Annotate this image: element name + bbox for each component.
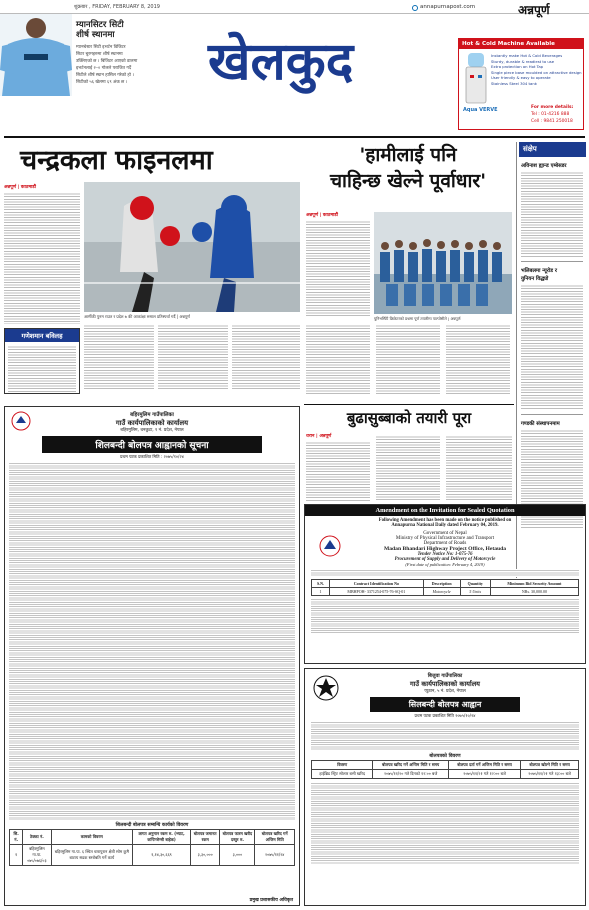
ad-more-details: For more details: xyxy=(531,105,574,110)
notice2-org1: बिजुवा गाउँपालिका xyxy=(427,673,463,679)
story2-headline-1: 'हामीलाई पनि xyxy=(359,144,457,166)
sidebar-item1-title: अविनाश ह्यान्ड एम्बेसडर xyxy=(521,163,567,169)
table-row xyxy=(312,588,579,596)
ad-bullet: Sturdy, durable & readiest to use xyxy=(491,58,555,64)
table-cell: १,१४,३०,६६९ xyxy=(133,845,191,866)
table-header: Minimum Bid Security Amount xyxy=(490,580,578,588)
amendment-notice xyxy=(304,504,586,664)
notice2-published: प्रथम पटक प्रकाशित मिति २०७५/१०/२४ xyxy=(414,713,476,718)
table-cell: २०७५/११/२० गते दिनको १२:०० बजे xyxy=(373,770,449,779)
story-chandrakala xyxy=(4,142,300,404)
notice1-org1: बहिरमुलिम गाउँपालिका xyxy=(130,412,174,418)
table-cell: NRs. 30,000.00 xyxy=(490,588,578,596)
notice-bijuwa xyxy=(304,668,586,906)
nepal-emblem-icon xyxy=(11,411,31,431)
amendment-gov2: Ministry of Physical Infrastructure and Transport xyxy=(395,536,495,541)
amendment-table xyxy=(311,579,579,596)
amendment-tender: Tender Notice No: 1-075-76 xyxy=(417,552,473,557)
story1-text-col2 xyxy=(84,324,154,390)
table-row xyxy=(10,845,295,866)
table-cell: १ xyxy=(10,845,23,866)
ad-bullet: Stainless Steel 304 tank xyxy=(491,80,537,86)
table-cell: २०७५/११/२१ गते १२:०० बजे xyxy=(448,770,520,779)
story1-photo-caption: आर्मीकी पुनम राउत र प्रदेश ७ की आकांक्षा रुसाल प्रतिस्पर्धा गर्दै | अन्नपूर्ण xyxy=(84,314,190,319)
story2-text-col2 xyxy=(306,324,370,396)
table-cell: २०७५/११/२१ गते १३:०० बजे xyxy=(521,770,579,779)
table-cell: Motorcycle xyxy=(423,588,460,596)
notice2-conditions xyxy=(311,782,579,864)
table-header: कामको विवरण xyxy=(51,830,133,845)
boxing-photo xyxy=(84,182,300,312)
story2-text-col1 xyxy=(306,220,370,316)
notice2-title: सिलबन्दी बोलपत्र आह्वान xyxy=(370,697,520,712)
amendment-subtitle2: Annapurna National Daily dated February 04, 2019. xyxy=(391,523,499,528)
amendment-para2 xyxy=(311,598,579,634)
table-header: विवरण xyxy=(312,761,373,770)
ad-bullet: Instantly make Hot & Cold Beverages xyxy=(491,53,563,58)
sidebar-item2-title: भलिबलमा न्यूरोड र युनियन विद्ध्यो xyxy=(521,268,557,282)
table-header: बोलपत्र खोल्ने मिति र समय xyxy=(521,761,579,770)
story2-headline-2: चाहिन्छ खेल्ने पूर्वाधार' xyxy=(329,170,487,192)
notice1-signature: प्रमुख प्रशासकीय अधिकृत xyxy=(249,898,293,903)
story3-text-col2 xyxy=(376,435,440,501)
sidebar-item3-title: गण्डकी संस्थापनमाम xyxy=(521,421,560,427)
water-dispenser-icon xyxy=(463,53,489,105)
site-url[interactable]: annapurnapost.com xyxy=(420,4,476,10)
table-header: बोलपत्र फारम खरीद दस्तुर रु. xyxy=(220,830,255,845)
table-header: Description xyxy=(423,580,460,588)
story3-text-col3 xyxy=(446,435,512,501)
amendment-gov3: Department of Roads xyxy=(423,541,467,546)
ad-logo: Aqua VERVE xyxy=(463,107,498,113)
amendment-subtitle1: Following Amendment has been made on the notice published on xyxy=(378,518,512,523)
hot-cold-ad xyxy=(458,38,584,130)
notice1-body xyxy=(9,462,295,820)
sidebar-item2-text xyxy=(521,284,583,410)
teaser-text: म्यानचेस्टर सिटी इभर्टन विजिटर सिटर चुरमहरुमा शीर्ष स्थानमा उक्लिएको छ । बिजिटर आएको डालमा इभर्टनलाई २–० गोलले पराजित गर्दै सिटीले शीर्ष स्थान हासिल गरेको हो । सिटीको ५६ खेलमा ६९ अंक छ । xyxy=(76,45,138,85)
ad-cell: Cell : 9841 250018 xyxy=(531,119,573,124)
nepal-emblem-icon xyxy=(313,675,339,701)
table-header: ठेक्का नं. xyxy=(23,830,51,845)
story1-text-col1 xyxy=(4,192,80,324)
ad-title: Hot & Cold Machine Available xyxy=(459,39,583,49)
table-cell: ३,००० xyxy=(220,845,255,866)
story2-text-col4 xyxy=(446,324,510,396)
story1-headline: चन्द्रकला फाइनलमा xyxy=(20,145,213,176)
ad-bullet: Single piece base moulded on attractive design xyxy=(491,69,582,75)
section-title: खेलकुद xyxy=(208,32,354,92)
notice1-org2: गाउँ कार्यपालिकाको कार्यालय xyxy=(115,419,189,427)
amendment-procurement: Procurement of Supply and Delivery of Motorcycle xyxy=(394,557,496,562)
ad-tel: Tel : 01-4216 888 xyxy=(531,112,570,117)
amendment-gov1: Government of Nepal xyxy=(423,531,467,536)
sidebar-divider xyxy=(521,261,583,262)
story1-text-col3 xyxy=(158,324,228,390)
notice2-org3: प्युठान, ५ नं. प्रदेश, नेपाल xyxy=(424,689,466,694)
amendment-para1 xyxy=(311,569,579,577)
table-row xyxy=(312,770,579,779)
notice2-body xyxy=(311,721,579,751)
table-cell: 1 xyxy=(312,588,330,596)
story2-byline: अन्नपूर्ण | काठमाडौं xyxy=(306,213,338,218)
table-cell: MBHPOH- 3371254-075-76-SQ-01 xyxy=(330,588,424,596)
story3-text-col1 xyxy=(306,441,370,501)
sidebar-divider xyxy=(521,414,583,415)
amendment-gov4: Madan Bhandari Highway Project Office, Hetauda xyxy=(383,546,507,552)
table-header: बोलपत्र खरिद गर्ने अन्तिम मिति र समय xyxy=(373,761,449,770)
ganeshman-label: गणेशमान बविलह xyxy=(5,329,79,342)
sidebar-item1-text xyxy=(521,171,583,257)
table-cell: बहिरमुलिम गा.पा. ०७५/०७६/०३ xyxy=(23,845,51,866)
globe-icon xyxy=(412,5,418,11)
notice1-table xyxy=(9,829,295,866)
story2-photo-caption: युनिभर्सिटी क्रिकेटरको प्रश्नमा पूर्ण तयारीमा पाल्पोसीले | अन्नपूर्ण xyxy=(374,316,461,321)
ganeshman-box xyxy=(4,328,80,394)
table-cell: 5 Units xyxy=(460,588,490,596)
notice1-title: शिलबन्दी बोलपत्र आह्वानको सूचना xyxy=(42,436,262,453)
notice1-org3: बहिरमुलिम, धनकुटा, १ नं. प्रदेश, नेपाल xyxy=(120,428,184,433)
notice2-table xyxy=(311,760,579,779)
table-header: बोलपत्र दर्ता गर्ने अन्तिम मिति र समय xyxy=(448,761,520,770)
notice1-published: प्रथम पटक प्रकाशित मिति : २०७५/१०/२४ xyxy=(120,454,184,459)
story1-text-col4 xyxy=(232,324,300,390)
sidebar-header: संक्षेप xyxy=(519,142,586,157)
team-photo xyxy=(374,212,512,314)
table-cell: २०७५/११/२४ xyxy=(255,845,295,866)
amendment-first-pub: (First date of publication: February 4, 2019) xyxy=(405,562,485,567)
notice1-table-title: शिलबन्दी बोलपत्र सम्बन्धि कार्यको विवरण xyxy=(115,823,189,828)
brand-logo: अन्नपूर्ण xyxy=(518,3,550,17)
table-header: बोलपत्र जमानत रकम xyxy=(190,830,220,845)
table-header: S.N. xyxy=(312,580,330,588)
table-header: सि. नं. xyxy=(10,830,23,845)
notice-bahirmulim xyxy=(4,406,300,906)
masthead-rule xyxy=(4,136,585,138)
table-cell: बहिरमुलिम गा.पा. ६ स्थित धारापुरान क्षेत्री सोम कुमै बाटाय सडक स्तरोन्नति गर्ने कार्य xyxy=(51,845,133,866)
table-cell: ३,३०,००० xyxy=(190,845,220,866)
nepal-emblem-icon xyxy=(319,535,341,557)
story3-headline: बुढासुब्बाको तयारी पूरा xyxy=(346,409,472,427)
notice2-table-title: बोलपत्रको विवरण xyxy=(429,754,461,759)
table-header: बोलपत्र खरिद गर्ने अन्तिम मिति xyxy=(255,830,295,845)
ad-bullet: User friendly & easy to operate xyxy=(491,75,551,80)
ganeshman-text xyxy=(8,345,76,393)
ad-bullets xyxy=(491,53,583,86)
story-budhasubba xyxy=(304,404,514,502)
amendment-title: Amendment on the Invitation for Sealed Quotation xyxy=(305,505,585,516)
story3-byline: धरान | अन्नपूर्ण xyxy=(306,434,332,439)
story1-byline: अन्नपूर्ण | काठमाडौं xyxy=(4,185,36,190)
date-line: शुक्रबार , FRIDAY, FEBRUARY 8, 2019 xyxy=(74,4,160,10)
ad-bullet: Extra protection on Hot Tap xyxy=(491,64,544,69)
masthead xyxy=(0,0,589,140)
table-header: Contract Identification No xyxy=(330,580,424,588)
table-header: लागत अनुमान रकम रु. (भ्याट, कन्टिन्जेन्सी बाहेक) xyxy=(133,830,191,845)
teaser-title: म्यानसिटर सिटी शीर्ष स्थानमा xyxy=(76,20,124,40)
notice2-org2: गाउँ कार्यपालिकाको कार्यालय xyxy=(410,680,480,688)
story2-text-col3 xyxy=(376,324,440,396)
table-header: Quantity xyxy=(460,580,490,588)
story-infrastructure xyxy=(304,142,512,400)
player-photo xyxy=(0,14,72,96)
table-cell: हाईब्रिड स्ट्रिट सोलार बत्ती खरिद xyxy=(312,770,373,779)
